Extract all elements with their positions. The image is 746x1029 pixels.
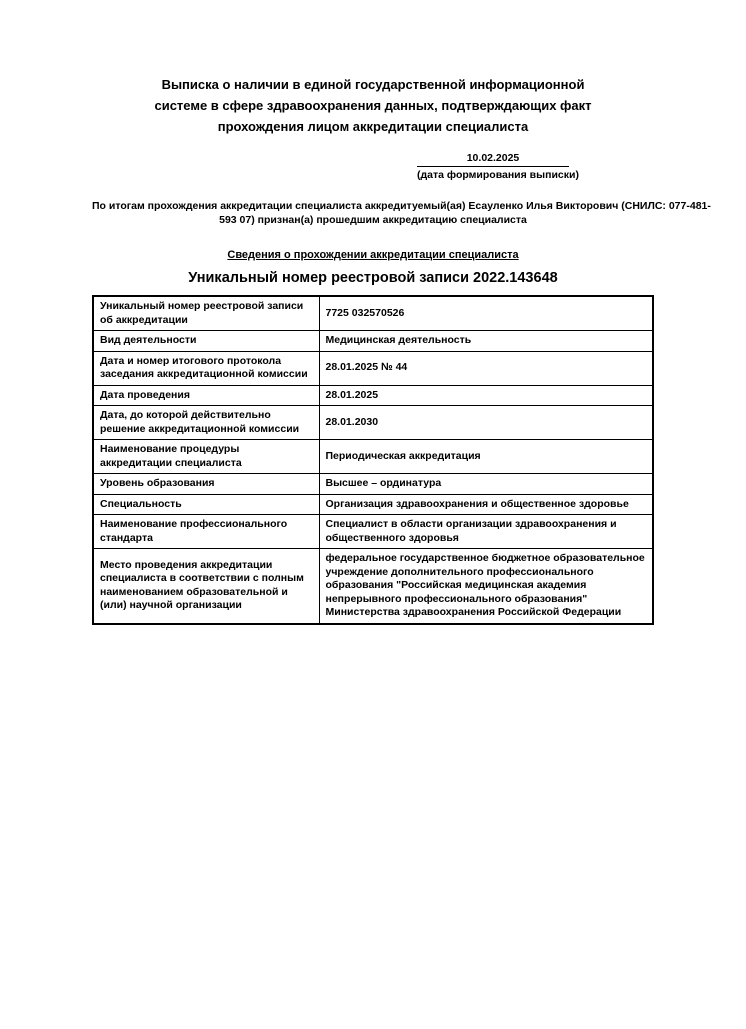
- row-value-cell: федеральное государственное бюджетное образовательное учреждение дополнительного профессионального образования "Российская медицинская академия непрерывного профессионального образования" Министерства здравоохранения Российской Федерации: [319, 549, 653, 624]
- row-label-cell: Место проведения аккредитации специалиста в соответствии с полным наименованием образовательной и (или) научной организации: [93, 549, 319, 624]
- table-row: [93, 494, 653, 515]
- row-label-cell: Уникальный номер реестровой записи об аккредитации: [93, 296, 319, 331]
- row-value-cell: 28.01.2030: [319, 406, 653, 440]
- doc-title: [92, 74, 654, 137]
- table-row: [93, 474, 653, 495]
- accreditation-table: [92, 295, 654, 625]
- row-value-cell: 28.01.2025 № 44: [319, 351, 653, 385]
- table-row: [93, 331, 653, 352]
- row-label-cell: Дата, до которой действительно решение аккредитационной комиссии: [93, 406, 319, 440]
- table-row: [93, 385, 653, 406]
- table-row: [93, 549, 653, 624]
- table-row: [93, 296, 653, 331]
- row-label-cell: Специальность: [93, 494, 319, 515]
- table-row: [93, 351, 653, 385]
- row-value-cell: Медицинская деятельность: [319, 331, 653, 352]
- row-label-cell: Дата и номер итогового протокола заседания аккредитационной комиссии: [93, 351, 319, 385]
- registry-number-heading: Уникальный номер реестровой записи 2022.143648: [188, 270, 558, 286]
- row-label-cell: Наименование профессионального стандарта: [93, 515, 319, 549]
- table-row: [93, 406, 653, 440]
- row-label-cell: Дата проведения: [93, 385, 319, 406]
- document-content: [0, 74, 746, 625]
- doc-title-line: Выписка о наличии в единой государственной информационной: [161, 77, 585, 92]
- row-label-cell: Вид деятельности: [93, 331, 319, 352]
- row-label-cell: Уровень образования: [93, 474, 319, 495]
- statement-line: 593 07) признан(а) прошедшим аккредитацию специалиста: [219, 214, 527, 226]
- row-value-cell: Организация здравоохранения и общественное здоровье: [319, 494, 653, 515]
- row-label-cell: Наименование процедуры аккредитации специалиста: [93, 440, 319, 474]
- extract-date: 10.02.2025: [417, 151, 569, 167]
- section-heading: Сведения о прохождении аккредитации специалиста: [227, 249, 519, 261]
- accreditation-statement: [92, 199, 711, 227]
- extract-date-block: [417, 151, 579, 182]
- doc-title-line: системе в сфере здравоохранения данных, подтверждающих факт: [154, 98, 592, 113]
- doc-title-line: прохождения лицом аккредитации специалиста: [217, 119, 529, 134]
- row-value-cell: Специалист в области организации здравоохранения и общественного здоровья: [319, 515, 653, 549]
- row-value-cell: Периодическая аккредитация: [319, 440, 653, 474]
- table-row: [93, 440, 653, 474]
- table-row: [93, 515, 653, 549]
- row-value-cell: 7725 032570526: [319, 296, 653, 331]
- row-value-cell: Высшее – ординатура: [319, 474, 653, 495]
- statement-line: По итогам прохождения аккредитации специалиста аккредитуемый(ая) Есауленко Илья Викторович (СНИЛС: 077-481-: [92, 200, 711, 212]
- extract-date-caption: (дата формирования выписки): [417, 169, 579, 181]
- row-value-cell: 28.01.2025: [319, 385, 653, 406]
